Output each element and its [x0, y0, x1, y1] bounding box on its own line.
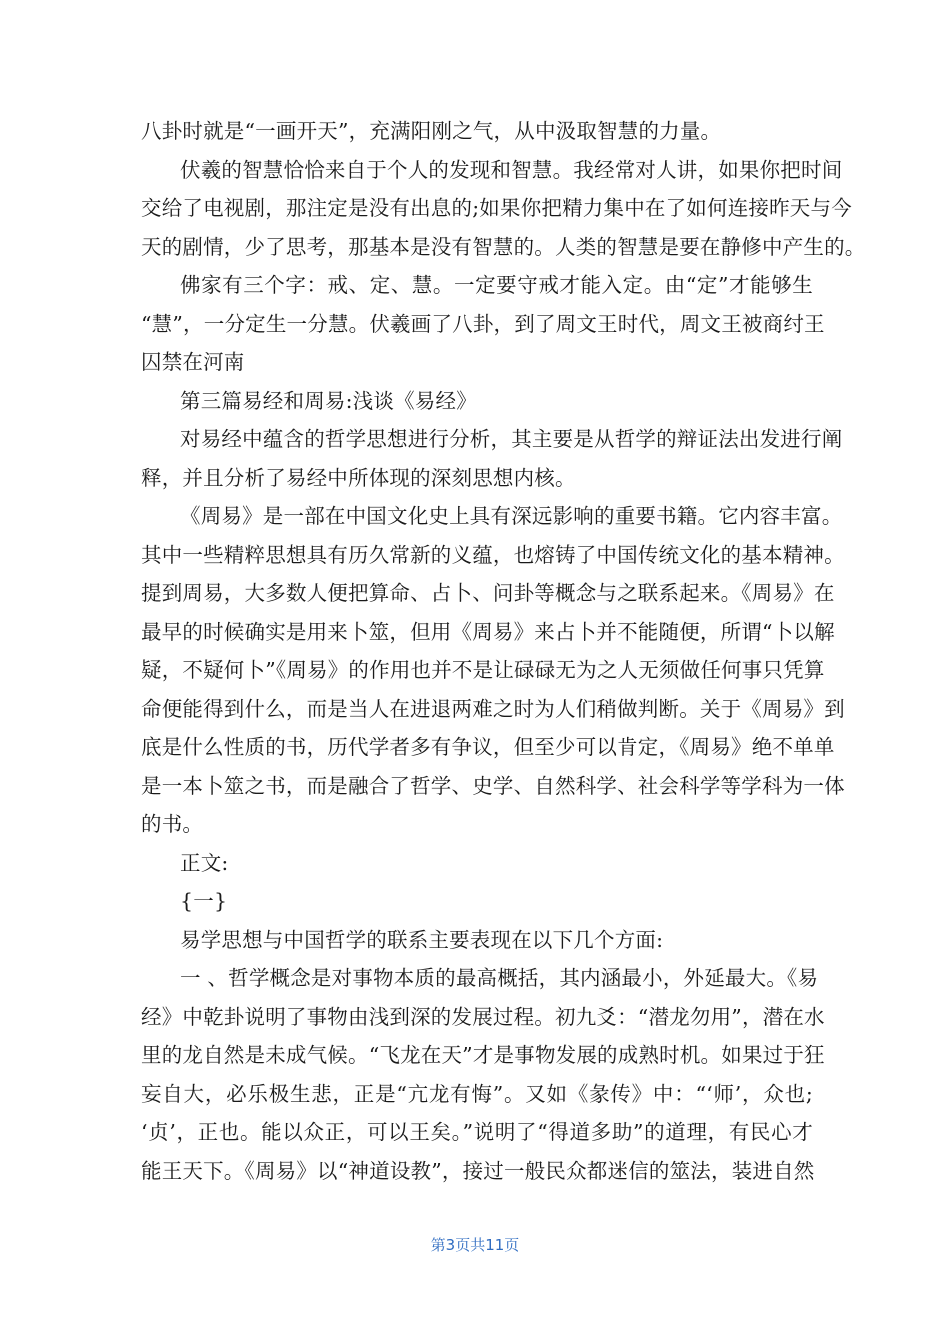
section-heading: 第三篇易经和周易:浅谈《易经》 [180, 388, 477, 413]
paragraph-start-line: 易学思想与中国哲学的联系主要表现在以下几个方面: [180, 927, 664, 952]
text-line-continuation: 八卦时就是“一画开天”，充满阳刚之气，从中汲取智慧的力量。 [141, 119, 722, 143]
text-line: 其中一些精粹思想具有历久常新的义蕴，也熔铸了中国传统文化的基本精神。 [141, 542, 845, 567]
text-line: ‘贞’，正也。能以众正，可以王矣。”说明了“得道多助”的道理，有民心才 [141, 1120, 813, 1144]
text-line: 的书。 [141, 812, 204, 836]
text-line: 天的剧情，少了思考，那基本是没有智慧的。人类的智慧是要在静修中产生的。 [141, 234, 866, 259]
text-line: 是一本卜筮之书，而是融合了哲学、史学、自然科学、社会科学等学科为一体 [141, 773, 845, 798]
text-line: 疑，不疑何卜”《周易》的作用也并不是让碌碌无为之人无须做任何事只凭算 [141, 658, 825, 682]
text-line: 经》中乾卦说明了事物由浅到深的发展过程。初九爻：“潜龙勿用”，潜在水 [141, 1004, 825, 1029]
text-line: 提到周易，大多数人便把算命、占卜、问卦等概念与之联系起来。《周易》在 [141, 581, 835, 605]
paragraph-start-line: 伏羲的智慧恰恰来自于个人的发现和智慧。我经常对人讲，如果你把时间 [180, 157, 843, 182]
text-line: “慧”，一分定生一分慧。伏羲画了八卦，到了周文王时代，周文王被商纣王 [141, 311, 825, 336]
paragraph-start-line: 对易经中蕴含的哲学思想进行分析，其主要是从哲学的辩证法出发进行阐 [180, 427, 843, 451]
text-line: 底是什么性质的书，历代学者多有争议，但至少可以肯定，《周易》绝不单单 [141, 735, 835, 759]
text-line: 囚禁在河南 [141, 350, 245, 374]
text-line: 最早的时候确实是用来卜筮，但用《周易》来占卜并不能随便，所谓“卜以解 [141, 619, 835, 644]
page-number-footer: 第3页共11页 [430, 1236, 520, 1254]
body-label: 正文: [180, 850, 229, 875]
paragraph-start-line: 《周易》是一部在中国文化史上具有深远影响的重要书籍。它内容丰富。 [180, 504, 843, 528]
text-line: 命便能得到什么，而是当人在进退两难之时为人们稍做判断。关于《周易》到 [141, 696, 845, 721]
text-line: 里的龙自然是未成气候。“飞龙在天”才是事物发展的成熟时机。如果过于狂 [141, 1043, 825, 1067]
text-line: 释，并且分析了易经中所体现的深刻思想内核。 [141, 465, 576, 490]
text-line: 妄自大，必乐极生悲，正是“亢龙有悔”。又如《彖传》中：“‘师’，众也; [141, 1081, 813, 1106]
text-line: 交给了电视剧，那注定是没有出息的;如果你把精力集中在了如何连接昨天与今 [141, 196, 852, 220]
paragraph-start-line: 一 、哲学概念是对事物本质的最高概括，其内涵最小，外延最大。《易 [180, 966, 819, 990]
subsection-marker: {一} [180, 889, 228, 913]
text-line: 能王天下。《周易》以“神道设教”，接过一般民众都迷信的筮法，装进自然 [141, 1158, 815, 1183]
paragraph-start-line: 佛家有三个字：戒、定、慧。一定要守戒才能入定。由“定”才能够生 [180, 273, 813, 297]
document-body [141, 112, 866, 1190]
